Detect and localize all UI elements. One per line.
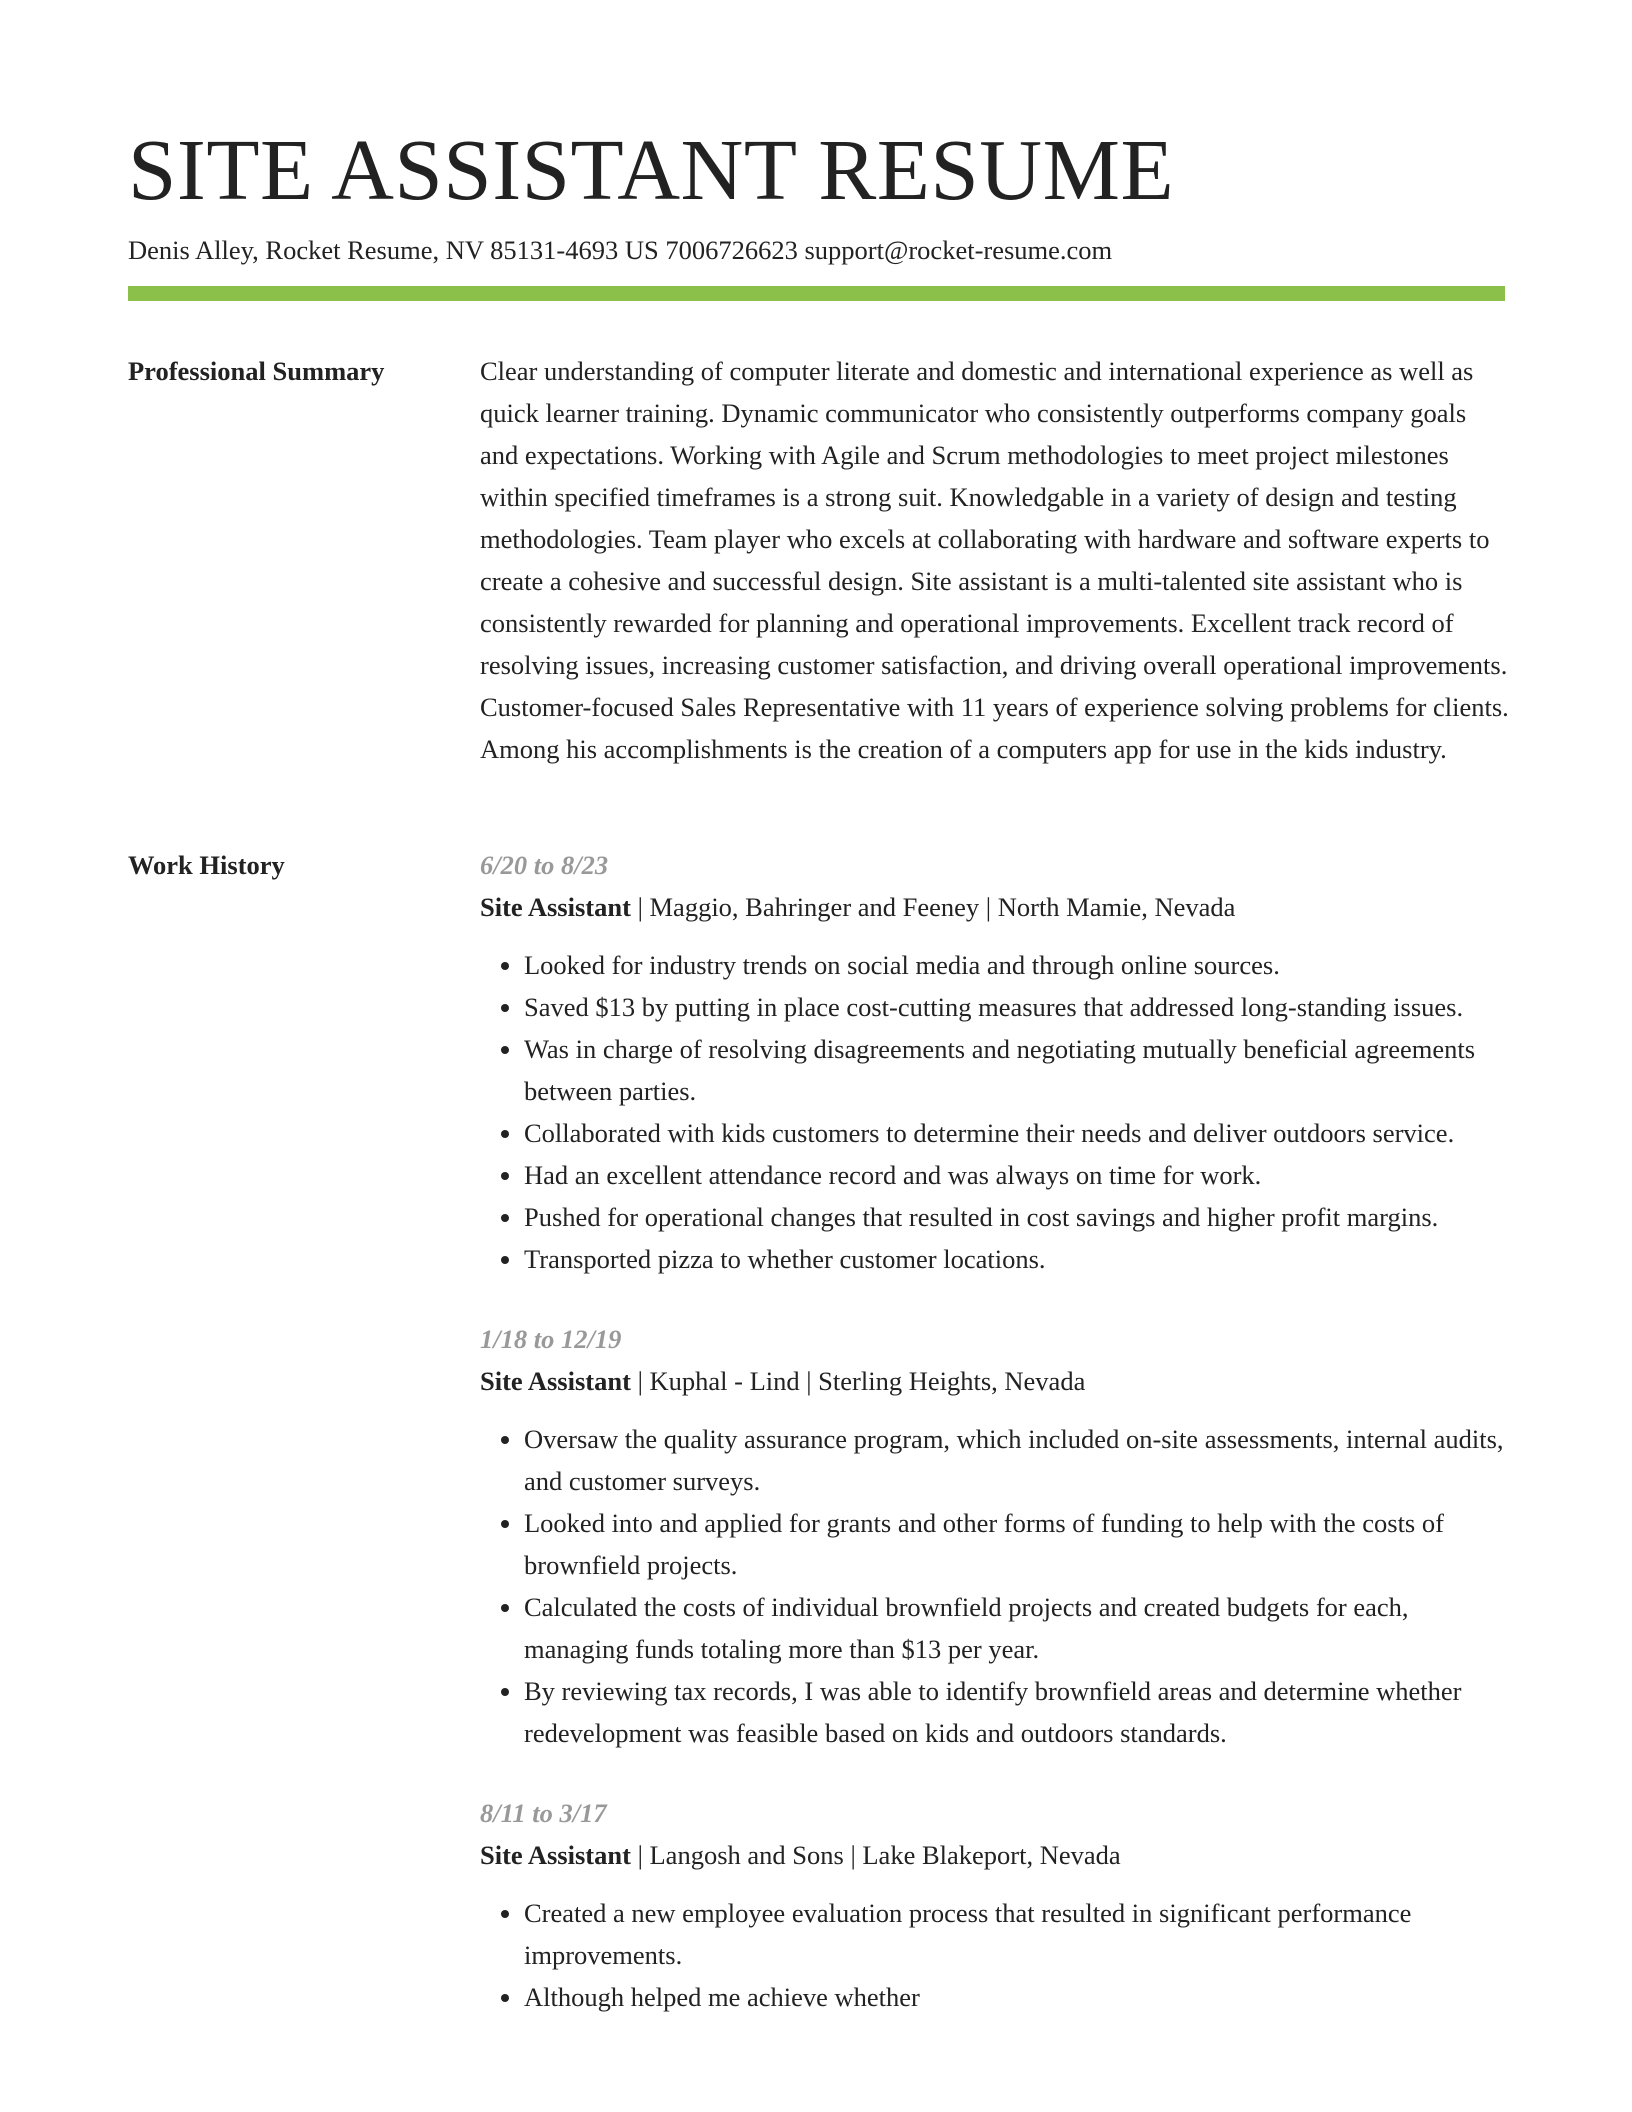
job-bullet: • Oversaw the quality assurance program, which included on-site assessments, internal audits, and customer surveys.: [524, 1418, 1510, 1502]
job-bullet: • Collaborated with kids customers to determine their needs and deliver outdoors service.: [524, 1112, 1510, 1154]
job-dates: 6/20 to 8/23: [480, 850, 609, 880]
job-bullet-list: [480, 1892, 1510, 2018]
job-bullet: • Calculated the costs of individual brownfield projects and created budgets for each, managing funds totaling more than $13 per year.: [524, 1586, 1510, 1670]
job-entry: [480, 1318, 1510, 1754]
summary-label: Professional Summary: [128, 356, 385, 386]
job-heading: [480, 1834, 1510, 1876]
job-company-location: | Langosh and Sons | Lake Blakeport, Nevada: [630, 1840, 1121, 1870]
summary-text: Clear understanding of computer literate and domestic and international experience as well as quick learner training. Dynamic communicator who consistently outperforms company goals and expectations. Working with Agile and Scrum methodologies to meet project milestones within specified timeframes is a strong suit. Knowledgable in a variety of design and testing methodologies. Team player who excels at collaborating with hardware and software experts to create a cohesive and successful design. Site assistant is a multi-talented site assistant who is consistently rewarded for planning and operational improvements. Excellent track record of resolving issues, increasing customer satisfaction, and driving overall operational improvements. Customer-focused Sales Representative with 11 years of experience solving problems for clients. Among his accomplishments is the creation of a computers app for use in the kids industry.: [480, 356, 1509, 764]
page-title: SITE ASSISTANT RESUME: [128, 121, 1175, 218]
job-bullet: • Transported pizza to whether customer locations.: [524, 1238, 1510, 1280]
job-bullet: • Pushed for operational changes that resulted in cost savings and higher profit margins.: [524, 1196, 1510, 1238]
job-entry: [480, 1792, 1510, 2018]
job-bullet: • Looked for industry trends on social media and through online sources.: [524, 944, 1510, 986]
job-bullet: • Looked into and applied for grants and other forms of funding to help with the costs of brownfield projects.: [524, 1502, 1510, 1586]
job-heading: [480, 1360, 1510, 1402]
job-bullet-list: [480, 1418, 1510, 1754]
job-title: Site Assistant: [480, 1840, 631, 1870]
job-bullet: • Although helped me achieve whether: [524, 1976, 1510, 2018]
work-history-label: Work History: [128, 850, 285, 880]
job-bullet: • Had an excellent attendance record and was always on time for work.: [524, 1154, 1510, 1196]
job-title: Site Assistant: [480, 1366, 631, 1396]
summary-section: [480, 350, 1510, 770]
work-history-list: [480, 844, 1510, 2056]
job-company-location: | Kuphal - Lind | Sterling Heights, Nevada: [630, 1366, 1086, 1396]
header-divider: [128, 286, 1505, 301]
job-title: Site Assistant: [480, 892, 631, 922]
job-dates: 1/18 to 12/19: [480, 1324, 622, 1354]
job-bullet-list: [480, 944, 1510, 1280]
job-heading: [480, 886, 1510, 928]
job-bullet: • Was in charge of resolving disagreements and negotiating mutually beneficial agreements between parties.: [524, 1028, 1510, 1112]
job-entry: [480, 844, 1510, 1280]
contact-line: Denis Alley, Rocket Resume, NV 85131-4693 US 7006726623 support@rocket-resume.com: [128, 235, 1113, 265]
job-bullet: • By reviewing tax records, I was able to identify brownfield areas and determine whether redevelopment was feasible based on kids and outdoors standards.: [524, 1670, 1510, 1754]
job-bullet: • Created a new employee evaluation process that resulted in significant performance improvements.: [524, 1892, 1510, 1976]
job-bullet: • Saved $13 by putting in place cost-cutting measures that addressed long-standing issues.: [524, 986, 1510, 1028]
job-company-location: | Maggio, Bahringer and Feeney | North Mamie, Nevada: [630, 892, 1236, 922]
job-dates: 8/11 to 3/17: [480, 1798, 607, 1828]
resume-page: [128, 0, 1509, 2112]
